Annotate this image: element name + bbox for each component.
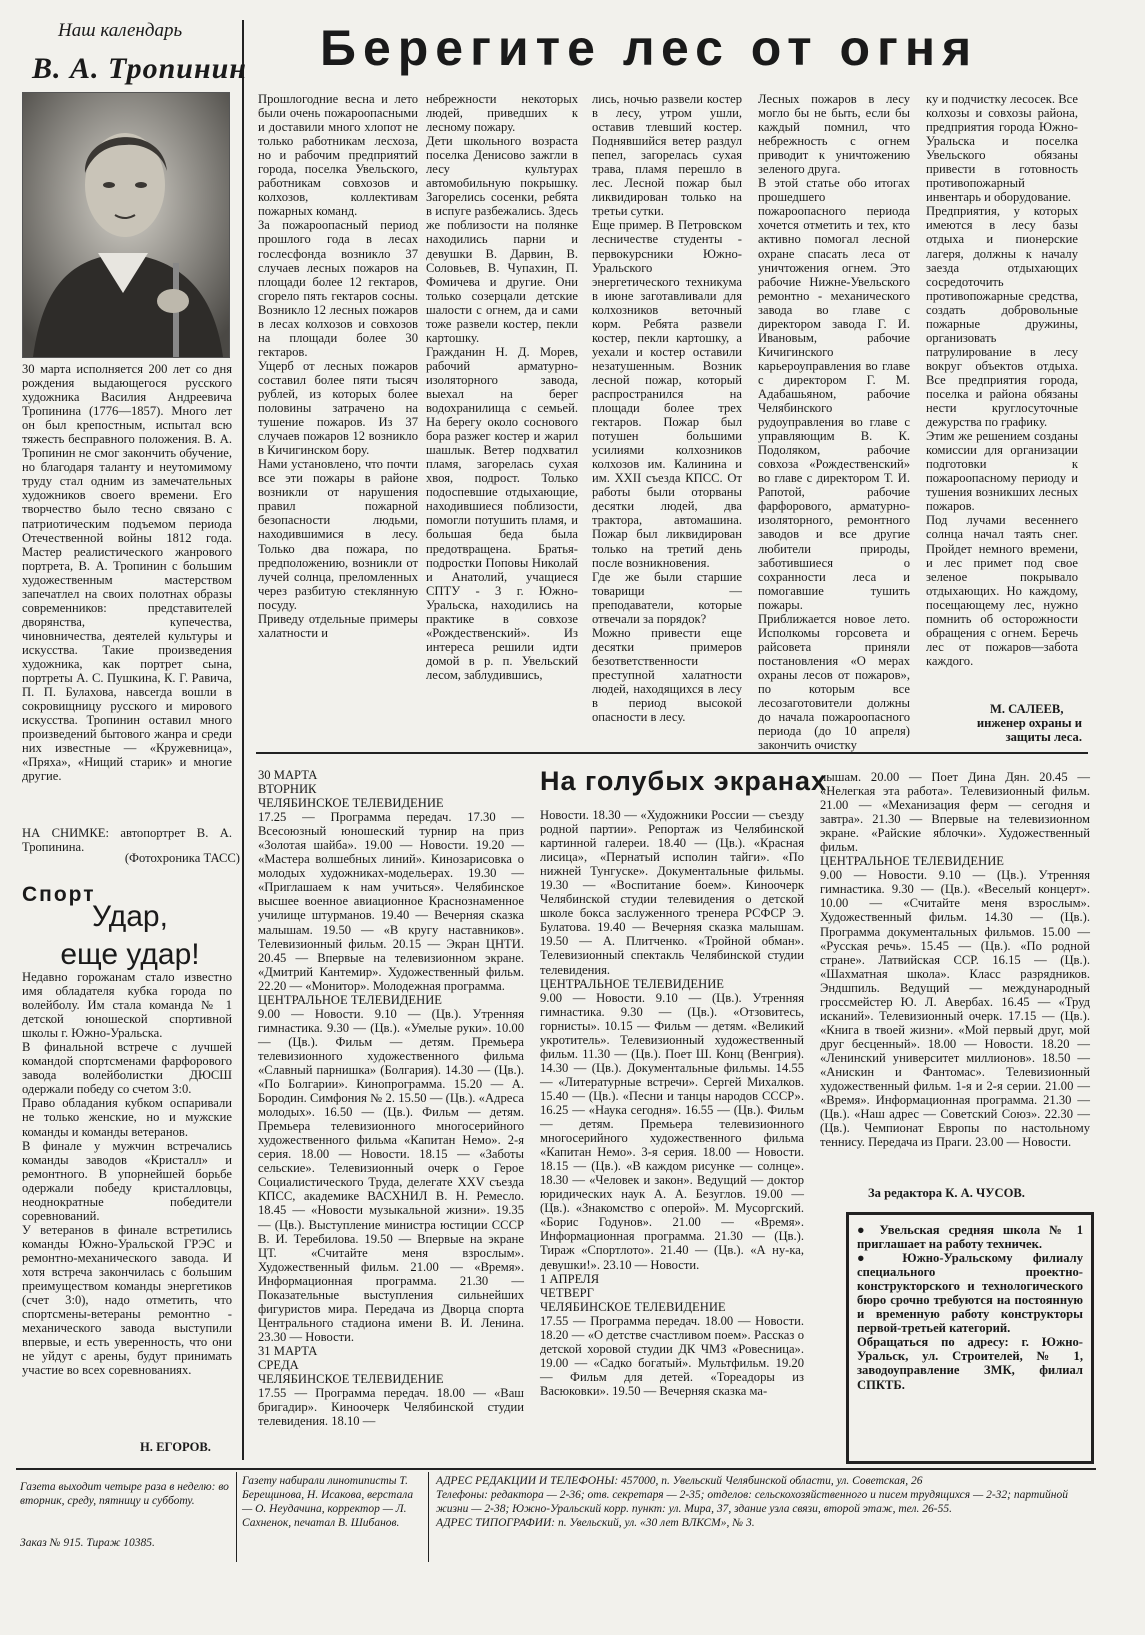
horizontal-rule-footer xyxy=(16,1468,1096,1470)
footer-divider-1 xyxy=(236,1472,237,1562)
footer-divider-2 xyxy=(428,1472,429,1562)
footer-address: АДРЕС РЕДАКЦИИ И ТЕЛЕФОНЫ: 457000, п. Увельский Челябинской области, ул. Советская, 26 Телефоны: редактора — 2-36; отв. секретаря — 2-35; отделов: сельскохозяйственного и писем трудящихся — 2-32; партийной жизни — 2-38; Южно-Уральский корр. пункт: ул. Мира, 37, здание узла связи, второй этаж, тел. 26-55. АДРЕС ТИПОГРАФИИ: п. Увельский, ул. «30 лет ВЛКСМ», № 3. xyxy=(436,1475,1068,1529)
editor-signature: За редактора К. А. ЧУСОВ. xyxy=(868,1186,1025,1200)
sport-body: Недавно горожанам стало известно имя обладателя кубка города по волейболу. Им стала команда № 1 детской юношеской спортивной школы г. Южно-Уральска. В финальной встрече с лучшей командой спортсменами фарфорового завода волейболистки ДЮСШ одержали победу со счетом 3:0. Право обладания кубком оспаривали не только женские, но и мужские команды и команды ветеранов. В финале у мужчин встречались команды заводов «Кристалл» и ремонтного. В упорнейшей борьбе одержали победу кристалловцы, неоднократные победители соревнований. У ветеранов в финале встретились команды Южно-Уральской ГРЭС и ремонтно-механического завода. И хотя встреча закончилась с большим преимуществом команды энергетиков (счет 3:0), надо отметить, что спортсмены-ветераны ремонтно - механического завода выступили впервые, и есть уверенность, что они не уйдут с арены, будут принимать участие во всех соревнованиях. xyxy=(22,970,232,1378)
forest-author-role: инженер охраны и защиты леса. xyxy=(976,716,1082,744)
ads-box xyxy=(846,1212,1094,1464)
calendar-body: 30 марта исполняется 200 лет со дня рождения выдающегося русского художника Василия Андреевича Тропинина (1776—1857). Много лет он был крепостным, испытал всю тяжесть бесправного положения. В. А. Тропинин не смог закончить обучение, но благодаря таланту и неутомимому труду стал одним из замечательных художников своего времени. Его творчество было тесно связано с патриотическим подъемом периода Отечественной войны 1812 года. Мастер реалистического жанрового портрета, В. А. Тропинин с большим художественным мастерством запечатлел на своих полотнах образы современников: представителей дворянства, купечества, чиновничества, деятелей культуры и искусства. Такие произведения художника, как портрет сына, портреты А. С. Пушкина, К. Г. Равича, П. П. Булахова, навсегда вошли в сокровищницу русского и мирового искусства. Тропинин оставил много произведений бытового жанра и среди них известные — «Кружевница», «Пряха», «Нищий старик» и многие другие. xyxy=(22,362,232,784)
ads-text: ● Увельская средняя школа № 1 приглашает на работу техничек. ● Южно-Уральскому филиалу специального проектно-конструкторского и технологического бюро срочно требуются на постоянную и временную работу конструкторы первой-третьей категорий. Обращаться по адресу: г. Южно-Уральск, ул. Строителей, № 1, заводоуправление ЗМК, филиал СПКТБ. xyxy=(857,1223,1083,1392)
self-portrait-photo xyxy=(22,92,230,358)
vertical-rule-left xyxy=(242,20,244,1460)
tv-column-3: лышам. 20.00 — Поет Дина Дян. 20.45 — «Нелегкая эта работа». Телевизионный фильм. 21.00 — «Механизация ферм — сегодня и завтра». 21.30 — Впервые на телевизионном экране. «Райские яблочки». Художественный фильм. ЦЕНТРАЛЬНОЕ ТЕЛЕВИДЕНИЕ 9.00 — Новости. 9.10 — (Цв.). Утренняя гимнастика. 9.30 — (Цв.). «Веселый концерт». 10.00 — «Считайте меня взрослым». Художественный фильм. 14.30 — (Цв.). Программа документальных фильмов. 15.00 — «Русская речь». 15.45 — (Цв.). «По родной стране». Латвийская ССР. 16.15 — (Цв.). «Шахматная школа». Класс разрядников. Эндшпиль. Ведущий — международный гроссмейстер Ю. Л. Авербах. 16.45 — «Труд исканий». Телевизионный очерк. 17.15 — (Цв.). «Книга в твоей жизни». «Мой первый друг, мой друг бесценный». 18.00 — Новости. 18.20 — «Ленинский университет миллионов». 18.50 — «Анискин и Фантомас». Телевизионный художественный фильм. 1-я и 2-я серии. 21.00 — «Время». Информационная программа. 21.30 — (Цв.). «Наш адрес — Советский Союз». 22.30 — (Цв.). Чемпионат Европы по настольному теннису. Передача из Праги. 23.00 — Новости. xyxy=(820,770,1090,1150)
tv-column-1: 30 МАРТА ВТОРНИК ЧЕЛЯБИНСКОЕ ТЕЛЕВИДЕНИЕ 17.25 — Программа передач. 17.30 — Всесоюзный юношеский турнир на приз «Золотая шайба». 19.00 — Новости. 19.20 — «Мастера волшебных линий». Кинозарисовка о молодых художниках-модельерах. 19.30 — «Приглашаем к нам учиться». Челябинское высшее военное авиационное Краснознаменное училище штурманов. 19.40 — Вечерняя сказка малышам. 19.50 — «В кругу наставников». Телевизионный фильм. 20.15 — Экран ЦНТИ. 20.45 — Впервые на телевизионном экране. «Дмитрий Кантемир». Художественный фильм. 22.20 — «Монитор». Молодежная программа. ЦЕНТРАЛЬНОЕ ТЕЛЕВИДЕНИЕ 9.00 — Новости. 9.10 — (Цв.). Утренняя гимнастика. 9.30 — (Цв.). «Умелые руки». 10.00 — (Цв.). Фильм — детям. Премьера телевизионного художественного фильма «Славный парнишка» (Болгария). 14.30 — (Цв.). «По Болгарии». Кинопрограмма. 15.20 — А. Бородин. Симфония № 2. 15.50 — (Цв.). «Адреса молодых». 16.50 — (Цв.). Фильм — детям. Премьера телевизионного многосерийного художественного фильма «Капитан Немо». 2-я серия. 18.00 — Новости. 18.15 — «Заботы сельские». Телевизионный очерк о Герое Социалистического Труда, делегате XXV съезда КПСС, академике ВАСХНИЛ В. Н. Ремесло. 18.45 — «Новости музыкальной жизни». 19.35 — (Цв.). Выступление министра юстиции СССР В. И. Теребилова. 19.50 — Впервые на экране ЦТ. «Считайте меня взрослым». Художественный фильм. 21.00 — «Время». Информационная программа. 21.30 — Показательные выступления сильнейших фигуристов мира. Передача из Дворца спорта Центрального стадиона имени В. И. Ленина. 23.30 — Новости. 31 МАРТА СРЕДА ЧЕЛЯБИНСКОЕ ТЕЛЕВИДЕНИЕ 17.55 — Программа передач. 18.00 — «Ваш бригадир». Киноочерк Челябинской студии телевидения. 18.10 — xyxy=(258,768,524,1429)
forest-column-1: Прошлогодние весна и лето были очень пожароопасными и доставили много хлопот не только работникам лесхоза, но и рабочим предприятий города, поселка Увельского, работникам совхозов и колхозов, коллективам пожарных команд. За пожароопасный период прошлого года в лесах гослесфонда возникло 37 случаев лесных пожаров на площади более 12 гектаров, сгорело пять гектаров сосны. Возникло 12 лесных пожаров в лесах колхозов и совхозов на площади более 30 гектаров. Ущерб от лесных пожаров составил более пяти тысяч рублей, из которых более половины затрачено на тушение пожаров. Из 37 случаев пожаров 12 возникло в Кичигинском бору. Нами установлено, что почти все эти пожары в районе возникли от нарушения правил пожарной безопасности людьми, находившимися в лесу. Только два пожара, по предположению, возникли от лучей солнца, преломленных через разбитую стеклянную посуду. Приведу отдельные примеры халатности и xyxy=(258,92,418,640)
forest-author: М. САЛЕЕВ, xyxy=(990,702,1064,716)
forest-column-2: небрежности некоторых людей, приведших к лесному пожару. Дети школьного возраста поселка Денисово зажгли в лесу культурах автомобильную покрышку. Загорелись сосенки, ребята в испуге разбежались. Здесь же поблизости на полянке находились парни и девушки В. Дарвин, В. Соловьев, В. Чупахин, П. Фомичева и другие. Они только созерцали детские шалости с огнем, да и сами тоже развели костер, пекли картошку. Гражданин Н. Д. Морев, рабочий арматурно-изоляторного завода, выехал на берег водохранилища с семьей. На берегу около соснового бора разжег костер и жарил шашлык. Ветер подхватил пламя, загорелась сухая хвоя, подрост. Только подоспевшие отдыхающие, находившиеся поблизости, помогли потушить пламя, и большая беда была предотвращена. Братья-подростки Поповы Николай и Анатолий, учащиеся СПТУ - 3 г. Южно-Уральска, находились на практике в совхозе «Рождественский». Из интереса решили идти домой в р. п. Увельский лесом, заблудившись, xyxy=(426,92,578,682)
footer-schedule: Газета выходит четыре раза в неделю: во вторник, среду, пятницу и субботу. xyxy=(20,1481,229,1507)
calendar-rubric: Наш календарь xyxy=(58,20,183,41)
sport-author: Н. ЕГОРОВ. xyxy=(140,1440,211,1454)
horizontal-rule-mid xyxy=(256,752,1088,754)
calendar-credit: (Фотохроника ТАСС) xyxy=(124,851,240,865)
tv-column-2: Новости. 18.30 — «Художники России — съезду родной партии». Репортаж из Челябинской картинной галереи. 18.40 — (Цв.). «Красная лисица», «Пернатый исполин тайги». «По нижней Тунгуске». Документальные фильмы. 19.30 — «Воспитание боем». Киноочерк Челябинской студии телевидения о детской школе бокса заслуженного тренера РСФСР Э. Булатова. 19.40 — Вечерняя сказка малышам. 19.50 — А. Плитченко. «Тройной обман». Телевизионный спектакль Челябинской студии телевидения. ЦЕНТРАЛЬНОЕ ТЕЛЕВИДЕНИЕ 9.00 — Новости. 9.10 — (Цв.). Утренняя гимнастика. 9.30 — (Цв.). «Отзовитесь, горнисты». 10.15 — Фильм — детям. «Великий укротитель». Телевизионный художественный фильм. 11.30 — (Цв.). Поет Ш. Конц (Венгрия). 14.30 — (Цв.). Документальные фильмы. 14.55 — «Литературные встречи». Сергей Михалков. 15.40 — (Цв.). «Песни и танцы народов СССР». 16.25 — «Наука сегодня». 16.55 — (Цв.). Фильм — детям. Премьера телевизионного многосерийного художественного фильма «Капитан Немо». 3-я серия. 18.00 — Новости. 18.15 — (Цв.). «В каждом рисунке — солнце». 18.30 — «Человек и закон». Ведущий — доктор юридических наук А. А. Безуглов. 19.00 — (Цв.). «Знакомство с оперой». М. Мусоргский. «Борис Годунов». 21.00 — «Время». Информационная программа. 21.30 — (Цв.). Тираж «Спортлото». 21.40 — (Цв.). «А ну-ка, девушки!». 23.10 — Новости. 1 АПРЕЛЯ ЧЕТВЕРГ ЧЕЛЯБИНСКОЕ ТЕЛЕВИДЕНИЕ 17.55 — Программа передач. 18.00 — Новости. 18.20 — «О детстве счастливом поем». Рассказ о детской хоровой студии ДК ЧМЗ «Ровесница». 19.00 — «Садко богатый». Мультфильм. 19.20 — Фильм для детей. «Тореадоры из Васюковки». 19.50 — Вечерняя сказка ма- xyxy=(540,808,804,1398)
forest-headline: Берегите лес от огня xyxy=(320,20,979,76)
forest-column-4: Лесных пожаров в лесу могло бы не быть, если бы каждый помнил, что небрежность с огнем приводит к уничтожению зеленого друга. В этой статье обо итогах прошедшего пожароопасного периода хочется отметить и тех, кто активно помогал лесной охране спасать леса от уничтожения огнем. Это рабочие Нижне-Увельского ремонтно - механического завода во главе с директором завода Г. И. Ивановым, рабочие Кичигинского карьероуправления во главе с директором Г. М. Адабашьяном, рабочие Челябинского рудоуправления во главе с управляющим В. К. Подоляком, рабочие совхоза «Рождественский» во главе с директором Т. И. Рапотой, рабочие фарфорового, арматурно-изоляторного, ремонтного заводов и все другие любители природы, заботившиеся о сохранности леса и помогавшие тушить пожары. Приближается новое лето. Исполкомы горсовета и райсовета приняли постановления «О мерах охраны лесов от пожаров», по которым все лесозаготовители должны до начала пожароопасного периода (до 10 апреля) закончить очистку xyxy=(758,92,910,753)
tv-headline: На голубых экранах xyxy=(540,766,828,796)
sport-rubric: Спорт xyxy=(22,883,96,906)
calendar-caption: НА СНИМКЕ: автопортрет В. А. Тропинина. xyxy=(22,826,232,855)
footer-staff: Газету набирали линотиписты Т. Берещинова, Н. Исакова, верстала — О. Неудачина, корректор — Л. Сахненок, печатал В. Шибанов. xyxy=(242,1475,414,1529)
sport-headline: Удар, еще удар! xyxy=(60,900,200,971)
footer-order: Заказ № 915. Тираж 10385. xyxy=(20,1537,155,1549)
calendar-artist-name: В. А. Тропинин xyxy=(32,52,247,85)
forest-column-5: ку и подчистку лесосек. Все колхозы и совхозы района, предприятия города Южно-Уральска и поселка Увельского обязаны привести в готовность противопожарный инвентарь и оборудование. Предприятия, у которых имеются в лесу базы отдыха и пионерские лагеря, должны к началу заезда отдыхающих сосредоточить противопожарные средства, создать добровольные пожарные дружины, организовать патрулирование в лесу вокруг объектов отдыха. Все предприятия города, поселка и района обязаны нести круглосуточные дежурства по графику. Этим же решением созданы комиссии для организации подготовки к пожароопасному периоду и тушения возникших лесных пожаров. Под лучами весеннего солнца начал таять снег. Пройдет немного времени, и лес примет под свое зеленое покрывало отдыхающих. Но каждому, посещающему лес, нужно помнить об осторожности обращения с огнем. Беречь лес от пожаров—забота каждого. xyxy=(926,92,1078,668)
forest-column-3: лись, ночью развели костер в лесу, утром ушли, оставив тлевший костер. Поднявшийся ветер раздул пепел, загорелась сухая трава, пламя перешло в лес. Лесной пожар был ликвидирован только на третьи сутки. Еще пример. В Петровском лесничестве студенты - первокурсники Южно-Уральского энергетического техникума в июне заготавливали для колхозников веточный корм. Ребята развели костер, пекли картошку, а уехали и костер оставили незатушенным. Возник лесной пожар, который распространился на площади более трех гектаров. Пожар был потушен большими усилиями колхозников колхозов им. Калинина и им. XXII съезда КПСС. От работы были оторваны десятки людей, два трактора, автомашина. Пожар был ликвидирован только на третий день после возникновения. Где же были старшие товарищи — преподаватели, которые отвечали за порядок? Можно привести еще десятки примеров безответственности преступной халатности людей, находящихся в лесу в период высокой опасности в лесу. xyxy=(592,92,742,725)
